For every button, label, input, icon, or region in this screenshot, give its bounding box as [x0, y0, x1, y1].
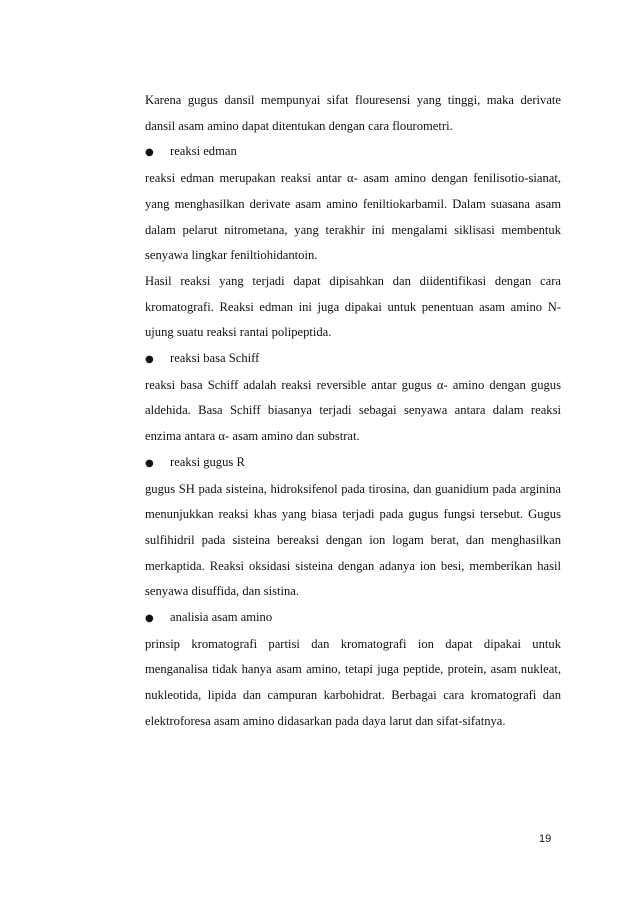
- body-paragraph: reaksi basa Schiff adalah reaksi reversible antar gugus α- amino dengan gugus aldehida. Basa Schiff biasanya terjadi sebagai senyawa antara dalam reaksi enzima antara α- asam amino dan substrat.: [145, 377, 561, 444]
- bullet-item-analisia-asam-amino: [145, 605, 561, 632]
- bullet-icon: ●: [145, 613, 154, 625]
- body-paragraph: gugus SH pada sisteina, hidroksifenol pada tirosina, dan guanidium pada arginina menunjukkan reaksi khas yang biasa terjadi pada gugus fungsi tersebut. Gugus sulfihidril pada sisteina bereaksi dengan ion logam berat, dan menghasilkan merkaptida. Reaksi oksidasi sisteina dengan adanya ion besi, memberikan hasil senyawa disuffida, dan sistina.: [145, 481, 561, 599]
- bullet-item-reaksi-edman: [145, 139, 561, 166]
- page-body: [145, 88, 561, 735]
- body-paragraph: reaksi edman merupakan reaksi antar α- asam amino dengan fenilisotio-sianat, yang menghasilkan derivate asam amino feniltiokarbamil. Dalam suasana asam dalam pelarut nitrometana, yang terakhir ini mengalami siklisasi membentuk senyawa lingkar feniltiohidantoin.: [145, 171, 561, 263]
- section-heading: reaksi edman: [170, 144, 237, 159]
- bullet-icon: ●: [145, 147, 154, 159]
- bullet-icon: ●: [145, 457, 154, 469]
- bullet-icon: ●: [145, 354, 154, 366]
- body-paragraph: Hasil reaksi yang terjadi dapat dipisahkan dan diidentifikasi dengan cara kromatografi. Reaksi edman ini juga dipakai untuk penentuan asam amino N-ujung suatu reaksi rantai polipeptida.: [145, 273, 561, 340]
- section-heading: reaksi gugus R: [170, 454, 245, 469]
- bullet-item-reaksi-gugus-r: [145, 450, 561, 477]
- bullet-item-reaksi-basa-schiff: [145, 346, 561, 373]
- section-heading: analisia asam amino: [170, 610, 273, 625]
- page-number: 19: [539, 833, 552, 845]
- body-paragraph: prinsip kromatografi partisi dan kromatografi ion dapat dipakai untuk menganalisa tidak hanya asam amino, tetapi juga peptide, protein, asam nukleat, nukleotida, lipida dan campuran karbohidrat. Berbagai cara kromatografi dan elektroforesa asam amino didasarkan pada daya larut dan sifat-sifatnya.: [145, 636, 561, 728]
- intro-paragraph: Karena gugus dansil mempunyai sifat flouresensi yang tinggi, maka derivate dansil asam amino dapat ditentukan dengan cara flourometri.: [145, 93, 561, 133]
- section-heading: reaksi basa Schiff: [170, 351, 260, 366]
